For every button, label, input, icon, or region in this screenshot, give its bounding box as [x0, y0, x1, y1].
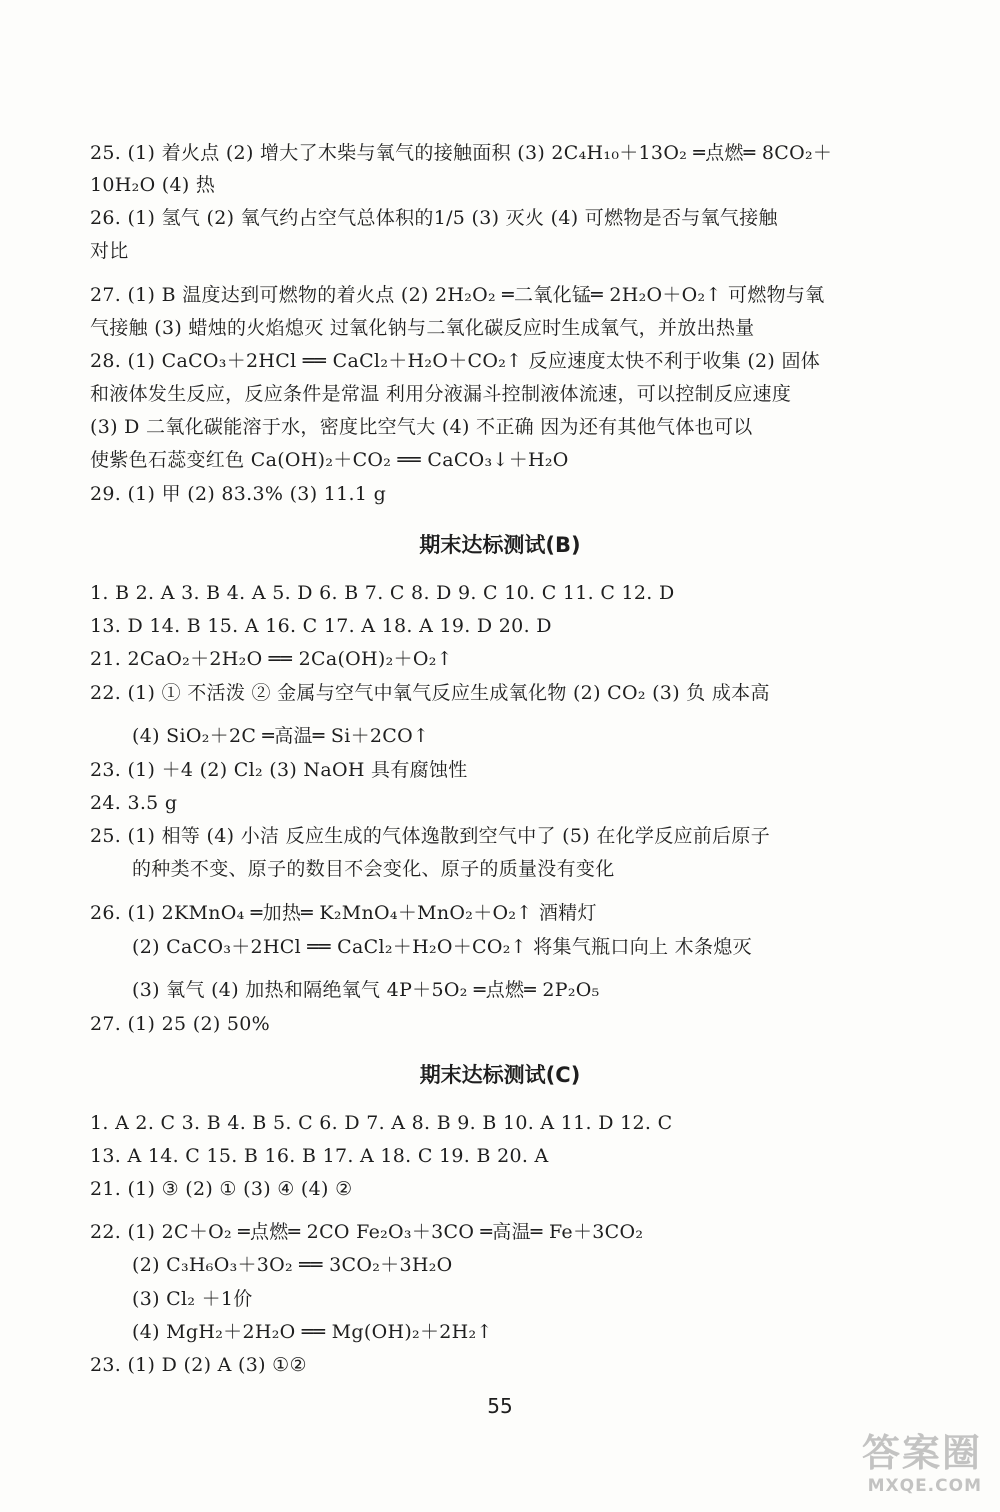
answer-line: 气接触 (3) 蜡烛的火焰熄灭 过氧化钠与二氧化碳反应时生成氧气，并放出热量	[90, 317, 755, 339]
answer-line: 13. D 14. B 15. A 16. C 17. A 18. A 19. D 20. D	[90, 615, 552, 637]
answer-line: 24. 3.5 g	[90, 792, 178, 814]
answer-line: (3) Cl₂ ＋1价	[132, 1288, 253, 1310]
answer-line: 1. B 2. A 3. B 4. A 5. D 6. B 7. C 8. D 9. C 10. C 11. C 12. D	[90, 582, 675, 604]
answer-line: 22. (1) 2C＋O₂ ═点燃═ 2CO Fe₂O₃＋3CO ═高温═ Fe＋3CO₂	[90, 1221, 644, 1243]
answer-line: 22. (1) ① 不活泼 ② 金属与空气中氧气反应生成氧化物 (2) CO₂ (3) 负 成本高	[90, 682, 770, 704]
answer-line: 26. (1) 2KMnO₄ ═加热═ K₂MnO₄＋MnO₂＋O₂↑ 酒精灯	[90, 902, 597, 924]
answer-line: 27. (1) 25 (2) 50%	[90, 1013, 271, 1035]
page-number: 55	[487, 1394, 513, 1418]
answer-line: 对比	[90, 240, 129, 262]
answer-line: 和液体发生反应，反应条件是常温 利用分液漏斗控制液体流速，可以控制反应速度	[90, 383, 792, 405]
section-b-title: 期末达标测试(B)	[419, 533, 581, 557]
watermark-url: MXQE.COM	[867, 1476, 982, 1496]
answer-line: 10H₂O (4) 热	[90, 174, 216, 196]
answer-line: 23. (1) D (2) A (3) ①②	[90, 1354, 307, 1376]
answer-line: (2) CaCO₃＋2HCl ══ CaCl₂＋H₂O＋CO₂↑ 将集气瓶口向上 木条熄灭	[132, 936, 752, 958]
answer-line: (4) MgH₂＋2H₂O ══ Mg(OH)₂＋2H₂↑	[132, 1321, 493, 1343]
answer-line: 27. (1) B 温度达到可燃物的着火点 (2) 2H₂O₂ ═二氧化锰═ 2H₂O＋O₂↑ 可燃物与氧	[90, 284, 825, 306]
answer-line: 1. A 2. C 3. B 4. B 5. C 6. D 7. A 8. B 9. B 10. A 11. D 12. C	[90, 1112, 673, 1134]
answer-line: 21. (1) ③ (2) ① (3) ④ (4) ②	[90, 1178, 353, 1200]
watermark-logo	[832, 1430, 982, 1504]
answer-line: 21. 2CaO₂＋2H₂O ══ 2Ca(OH)₂＋O₂↑	[90, 648, 453, 670]
answer-line: 29. (1) 甲 (2) 83.3% (3) 11.1 g	[90, 483, 387, 505]
answer-line: 25. (1) 相等 (4) 小洁 反应生成的气体逸散到空气中了 (5) 在化学反应前后原子	[90, 825, 771, 847]
answer-line: 使紫色石蕊变红色 Ca(OH)₂＋CO₂ ══ CaCO₃↓＋H₂O	[90, 449, 569, 471]
answer-line: (3) 氧气 (4) 加热和隔绝氧气 4P＋5O₂ ═点燃═ 2P₂O₅	[132, 979, 600, 1001]
answer-line: (2) C₃H₆O₃＋3O₂ ══ 3CO₂＋3H₂O	[132, 1254, 453, 1276]
answer-line: 28. (1) CaCO₃＋2HCl ══ CaCl₂＋H₂O＋CO₂↑ 反应速度太快不利于收集 (2) 固体	[90, 350, 821, 372]
section-c-title: 期末达标测试(C)	[419, 1063, 581, 1087]
answer-line: (4) SiO₂＋2C ═高温═ Si＋2CO↑	[132, 725, 430, 747]
answer-line: 26. (1) 氢气 (2) 氧气约占空气总体积的1/5 (3) 灭火 (4) 可燃物是否与氧气接触	[90, 207, 778, 229]
answer-line: 25. (1) 着火点 (2) 增大了木柴与氧气的接触面积 (3) 2C₄H₁₀＋13O₂ ═点燃═ 8CO₂＋	[90, 142, 833, 164]
answer-line: 23. (1) ＋4 (2) Cl₂ (3) NaOH 具有腐蚀性	[90, 759, 468, 781]
answer-line: 的种类不变、原子的数目不会变化、原子的质量没有变化	[132, 858, 615, 880]
watermark-logo-text: 答案圈	[861, 1431, 982, 1475]
answer-line: 13. A 14. C 15. B 16. B 17. A 18. C 19. B 20. A	[90, 1145, 549, 1167]
answer-line: (3) D 二氧化碳能溶于水，密度比空气大 (4) 不正确 因为还有其他气体也可以	[90, 416, 753, 438]
